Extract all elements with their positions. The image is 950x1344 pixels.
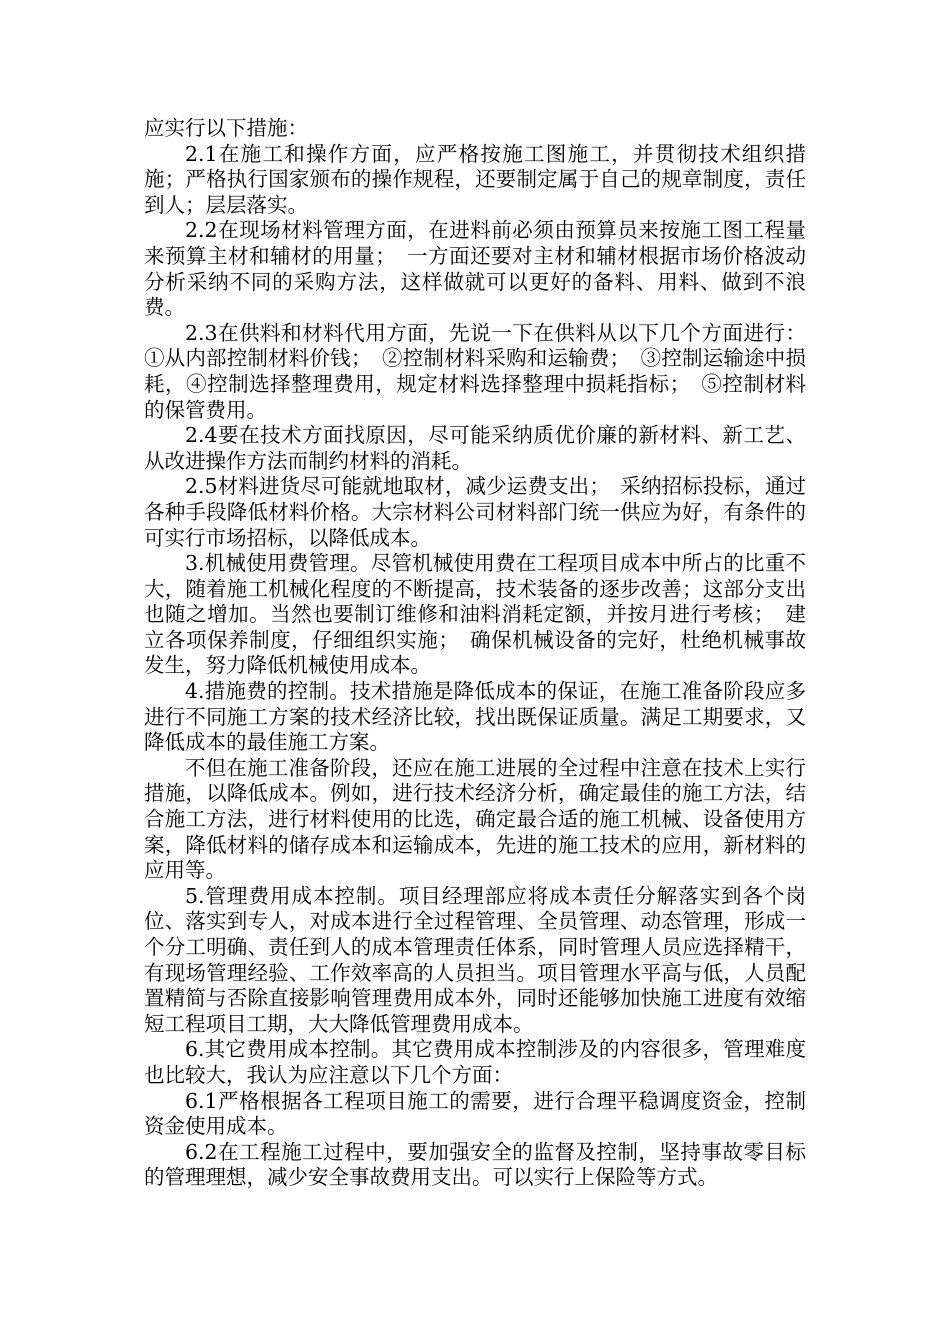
paragraph-6-2: 6.2在工程施工过程中，要加强安全的监督及控制，坚持事故零目标的管理理想，减少安全事故费用支出。可以实行上保险等方式。 [144,1139,806,1190]
paragraph-4: 4.措施费的控制。技术措施是降低成本的保证，在施工准备阶段应多进行不同施工方案的技术经济比较，找出既保证质量。满足工期要求，又降低成本的最佳施工方案。 [144,679,806,755]
paragraph-intro: 应实行以下措施： [144,116,308,140]
paragraph-2-4: 2.4要在技术方面找原因，尽可能采纳质优价廉的新材料、新工艺、从改进操作方法而制约材料的消耗。 [144,423,806,473]
paragraph-2-3: 2.3在供料和材料代用方面，先说一下在供料从以下几个方面进行：①从内部控制材料价钱； ②控制材料采购和运输费； ③控制运输途中损耗，④控制选择整理费用，规定材料选择整理中损耗指标； ⑤控制材料的保管费用。 [144,320,806,422]
paragraph-5: 5.管理费用成本控制。项目经理部应将成本责任分解落实到各个岗位、落实到专人，对成本进行全过程管理、全员管理、动态管理，形成一个分工明确、责任到人的成本管理责任体系，同时管理人员应选择精干，有现场管理经验、工作效率高的人员担当。项目管理水平高与低，人员配置精简与否除直接影响管理费用成本外，同时还能够加快施工进度有效缩短工程项目工期，大大降低管理费用成本。 [144,883,806,1036]
paragraph-6-1: 6.1严格根据各工程项目施工的需要，进行合理平稳调度资金，控制资金使用成本。 [144,1088,806,1139]
paragraph-6: 6.其它费用成本控制。其它费用成本控制涉及的内容很多，管理难度也比较大，我认为应注意以下几个方面： [144,1037,806,1087]
document-body [144,116,806,1191]
paragraph-2-1: 2.1在施工和操作方面，应严格按施工图施工，并贯彻技术组织措施；严格执行国家颁布的操作规程，还要制定属于自己的规章制度，责任到人；层层落实。 [144,141,806,217]
paragraph-2-5: 2.5材料进货尽可能就地取材，减少运费支出； 采纳招标投标，通过各种手段降低材料价格。大宗材料公司材料部门统一供应为好，有条件的可实行市场招标，以降低成本。 [144,474,806,550]
paragraph-3: 3.机械使用费管理。尽管机械使用费在工程项目成本中所占的比重不大，随着施工机械化程度的不断提高，技术装备的逐步改善；这部分支出也随之增加。当然也要制订维修和油料消耗定额，并按月进行考核； 建立各项保养制度，仔细组织实施； 确保机械设备的完好，杜绝机械事故发生，努力降低机械使用成本。 [144,551,806,678]
paragraph-4-continued: 不但在施工准备阶段，还应在施工进展的全过程中注意在技术上实行措施，以降低成本。例如，进行技术经济分析，确定最佳的施工方法，结合施工方法，进行材料使用的比选，确定最合适的施工机械、设备使用方案，降低材料的储存成本和运输成本，先进的施工技术的应用，新材料的应用等。 [144,755,806,883]
paragraph-2-2: 2.2在现场材料管理方面，在进料前必须由预算员来按施工图工程量来预算主材和辅材的用量； 一方面还要对主材和辅材根据市场价格波动分析采纳不同的采购方法，这样做就可以更好的备料、用料、做到不浪费。 [144,218,806,320]
